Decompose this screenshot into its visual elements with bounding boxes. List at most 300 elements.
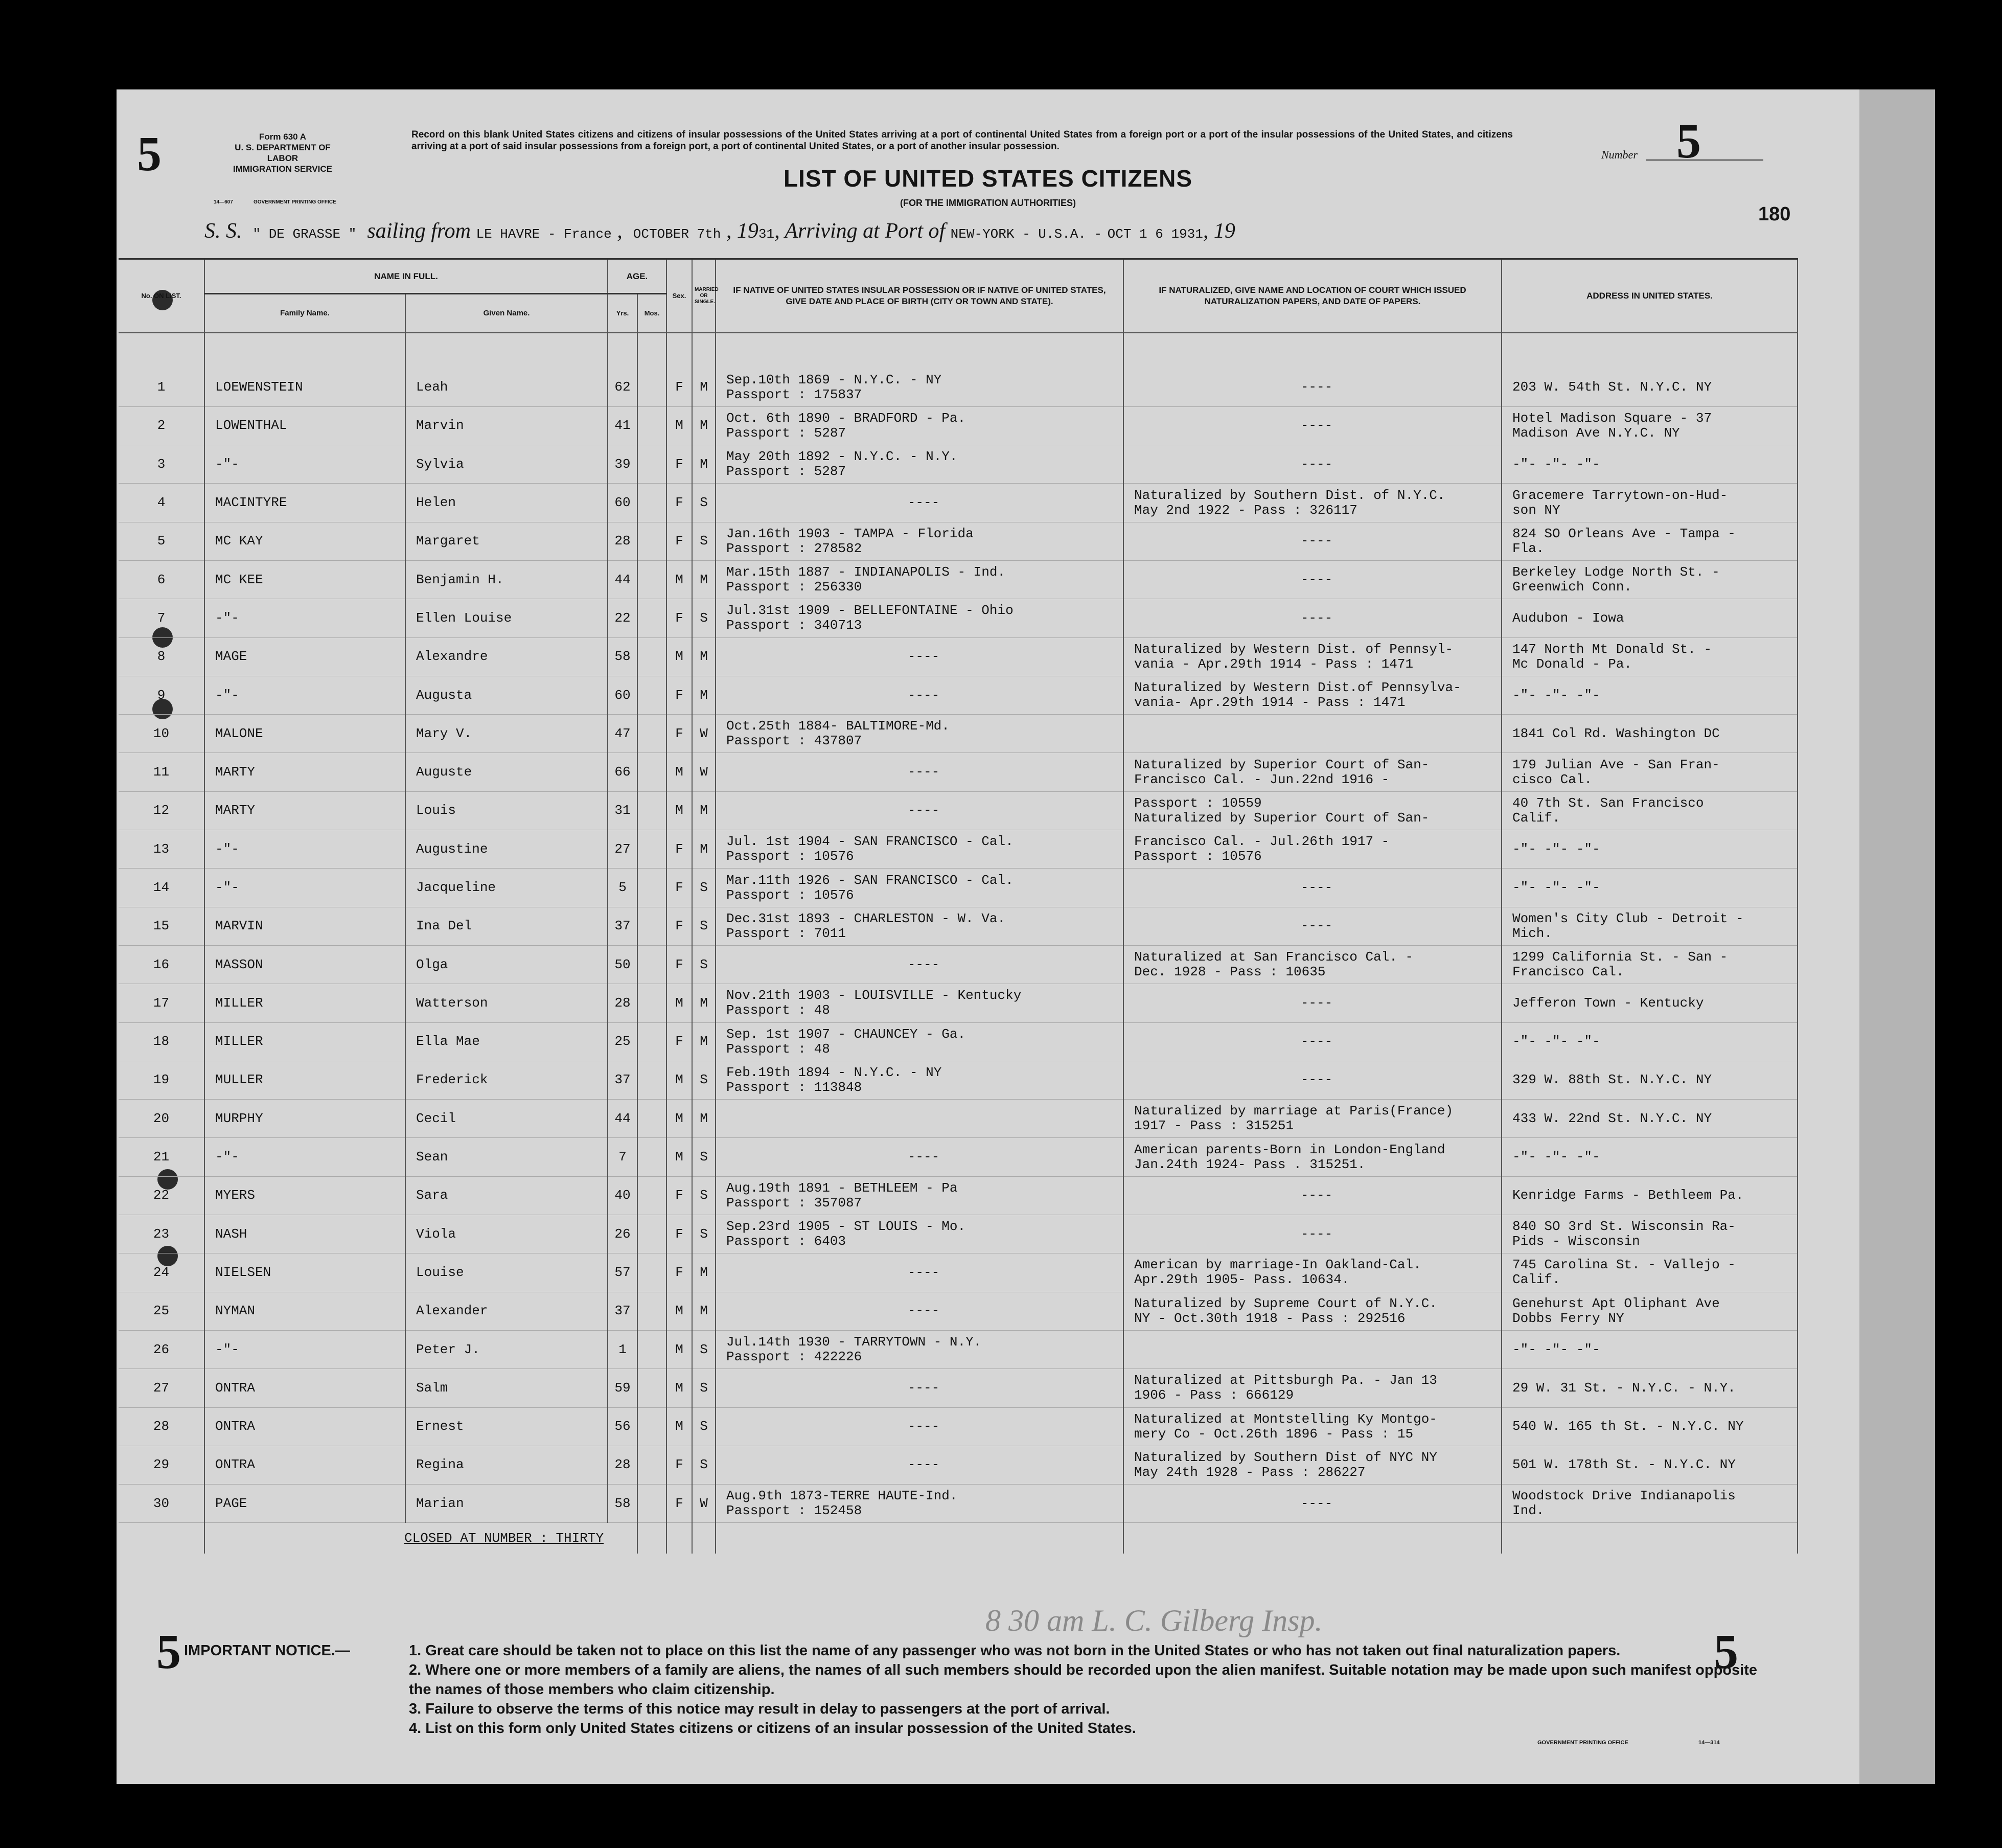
us-address-line: Audubon - Iowa — [1512, 610, 1624, 626]
given-name — [405, 560, 608, 599]
col-birth-header: IF NATIVE OF UNITED STATES INSULAR POSSESSION OR IF NATIVE OF UNITED STATES, GIVE DATE AND PLACE OF BIRTH (CITY OR TOWN AND STATE). — [716, 259, 1123, 333]
age-years-line: 28 — [614, 995, 631, 1011]
naturalization-info-line: Naturalized by marriage at Paris(France) — [1134, 1103, 1454, 1119]
naturalization-info-line: ---- — [1300, 1226, 1333, 1242]
sex-line: F — [675, 956, 683, 972]
age-months — [637, 1253, 666, 1292]
us-address — [1502, 1215, 1798, 1253]
given-name — [405, 1061, 608, 1099]
us-address — [1502, 1022, 1798, 1061]
birth-info — [716, 484, 1123, 522]
row-number-line: 19 — [153, 1072, 170, 1088]
given-name-line: Louis — [416, 803, 456, 818]
binder-hole — [72, 1493, 98, 1519]
us-address-line: 179 Julian Ave - San Fran- — [1512, 757, 1720, 772]
us-address — [1502, 637, 1798, 676]
family-name — [204, 522, 405, 560]
row-number-line: 10 — [153, 725, 170, 741]
sex-line: F — [675, 841, 683, 857]
us-address-line: Ind. — [1512, 1503, 1545, 1519]
birth-info — [716, 1022, 1123, 1061]
us-address-line: Genehurst Apt Oliphant Ave — [1512, 1295, 1720, 1311]
family-name — [204, 907, 405, 945]
row-number — [119, 484, 204, 522]
us-address — [1502, 1253, 1798, 1292]
age-months — [637, 560, 666, 599]
marital-status-line: S — [700, 1380, 708, 1396]
marital-status — [692, 984, 716, 1022]
us-address-line: Jefferon Town - Kentucky — [1512, 995, 1704, 1011]
us-address — [1502, 1407, 1798, 1446]
age-years — [608, 1176, 637, 1215]
sex — [666, 1485, 692, 1523]
table-row — [119, 1446, 1798, 1484]
family-name-line: MC KAY — [215, 533, 263, 549]
birth-info-line: Mar.11th 1926 - SAN FRANCISCO - Cal. — [726, 872, 1014, 888]
birth-info — [716, 984, 1123, 1022]
age-months — [637, 1369, 666, 1407]
marital-status — [692, 599, 716, 637]
table-row — [119, 830, 1798, 869]
birth-info-line: ---- — [907, 1303, 940, 1319]
family-name — [204, 1446, 405, 1484]
given-name-line: Augusta — [416, 687, 472, 703]
age-years-line: 57 — [614, 1264, 631, 1280]
age-months — [637, 369, 666, 407]
table-row — [119, 1215, 1798, 1253]
row-number — [119, 1022, 204, 1061]
naturalization-info-line: Naturalized at Pittsburgh Pa. - Jan 13 — [1134, 1373, 1437, 1388]
marital-status — [692, 1369, 716, 1407]
family-name-line: -"- — [215, 610, 239, 626]
marital-status-line: S — [700, 495, 708, 511]
table-row — [119, 791, 1798, 830]
birth-info-line: ---- — [907, 649, 940, 665]
sex-line: F — [675, 1034, 683, 1050]
age-months — [637, 907, 666, 945]
table-row — [119, 637, 1798, 676]
birth-info — [716, 1100, 1123, 1138]
notice-item: 4. List on this form only United States citizens or citizens of an insular possession of the United States. — [409, 1720, 1136, 1737]
us-address — [1502, 599, 1798, 637]
given-name-line: Jacqueline — [416, 880, 496, 895]
row-number — [119, 1446, 204, 1484]
age-years — [608, 560, 637, 599]
marital-status — [692, 869, 716, 907]
age-months — [637, 676, 666, 714]
sex-line: M — [675, 1149, 683, 1165]
naturalization-info-line: American parents-Born in London-England — [1134, 1142, 1445, 1157]
marital-status — [692, 1407, 716, 1446]
table-row — [119, 1176, 1798, 1215]
family-name — [204, 753, 405, 791]
birth-info — [716, 753, 1123, 791]
naturalization-info — [1123, 1330, 1502, 1368]
marital-status-line: S — [700, 956, 708, 972]
family-name-line: MILLER — [215, 995, 263, 1011]
given-name — [405, 1485, 608, 1523]
us-address — [1502, 1446, 1798, 1484]
row-number — [119, 1292, 204, 1330]
age-years — [608, 1022, 637, 1061]
birth-info — [716, 1446, 1123, 1484]
us-address-line: Hotel Madison Square - 37 — [1512, 410, 1712, 426]
row-number-line: 3 — [157, 456, 166, 472]
naturalization-info — [1123, 599, 1502, 637]
birth-info-line: ---- — [907, 956, 940, 972]
birth-info — [716, 1369, 1123, 1407]
naturalization-info-line: Naturalized by Southern Dist. of N.Y.C. — [1134, 487, 1445, 503]
family-name — [204, 715, 405, 753]
sex — [666, 445, 692, 484]
row-number-line: 23 — [153, 1226, 170, 1242]
us-address-line: Francisco Cal. — [1512, 964, 1624, 980]
family-name — [204, 560, 405, 599]
marital-status — [692, 1485, 716, 1523]
marital-status-line: M — [700, 572, 708, 587]
birth-info-line: Sep.10th 1869 - N.Y.C. - NY — [726, 372, 942, 387]
us-address — [1502, 830, 1798, 869]
record-instruction: Record on this blank United States citizens and citizens of insular possessions of the United States arriving at a port of continental United States from a foreign port or a port of the insular possessions of the United States, and citizens arriving at a port of said insular possessions from a foreign port, a port of continental United States, or a port of another insular possession. — [411, 129, 1513, 152]
marital-status — [692, 1215, 716, 1253]
given-name — [405, 753, 608, 791]
binder-hole — [72, 291, 98, 318]
inspector-signature — [980, 1585, 1323, 1641]
binder-hole — [72, 854, 98, 880]
birth-info — [716, 445, 1123, 484]
birth-info-line: Oct. 6th 1890 - BRADFORD - Pa. — [726, 410, 966, 426]
us-address-line: -"- -"- -"- — [1512, 1034, 1600, 1050]
given-name — [405, 369, 608, 407]
us-address-line: Greenwich Conn. — [1512, 579, 1632, 595]
us-address-line: 1299 California St. - San - — [1512, 949, 1728, 965]
row-number-line: 28 — [153, 1419, 170, 1434]
family-name — [204, 1292, 405, 1330]
us-address-line: Fla. — [1512, 540, 1545, 556]
arriving-label: , Arriving at Port of — [774, 219, 946, 243]
sex — [666, 753, 692, 791]
us-address — [1502, 945, 1798, 984]
row-number-line: 24 — [153, 1264, 170, 1280]
naturalization-info-line: Naturalized by Superior Court of San- — [1134, 810, 1430, 826]
sex — [666, 637, 692, 676]
table-row — [119, 406, 1798, 445]
year-suffix: 31 — [758, 226, 775, 242]
marital-status — [692, 1292, 716, 1330]
given-name — [405, 522, 608, 560]
sex-line: F — [675, 1495, 683, 1511]
birth-info-line: May 20th 1892 - N.Y.C. - N.Y. — [726, 449, 958, 465]
marital-status — [692, 406, 716, 445]
birth-info-line: Jul. 1st 1904 - SAN FRANCISCO - Cal. — [726, 834, 1014, 850]
sex-line: F — [675, 610, 683, 626]
age-years — [608, 484, 637, 522]
age-years — [608, 945, 637, 984]
sex — [666, 406, 692, 445]
us-address-line: -"- -"- -"- — [1512, 841, 1600, 857]
row-number-line: 29 — [153, 1457, 170, 1473]
given-name — [405, 715, 608, 753]
row-number-line: 6 — [157, 572, 166, 587]
marital-status-line: S — [700, 918, 708, 934]
family-name-line: NYMAN — [215, 1303, 256, 1319]
sex — [666, 869, 692, 907]
family-name — [204, 1176, 405, 1215]
given-name-line: Sara — [416, 1188, 448, 1203]
birth-info-line: ---- — [907, 1149, 940, 1165]
naturalization-info — [1123, 1215, 1502, 1253]
year-prefix: 19 — [737, 219, 758, 243]
notice-item: 3. Failure to observe the terms of this notice may result in delay to passengers at the port of arrival. — [409, 1701, 1110, 1717]
col-yrs-header: Yrs. — [608, 294, 637, 333]
marital-status — [692, 522, 716, 560]
given-name — [405, 637, 608, 676]
family-name-line: LOWENTHAL — [215, 418, 287, 434]
birth-info-line: Sep.23rd 1905 - ST LOUIS - Mo. — [726, 1219, 966, 1235]
birth-info — [716, 1407, 1123, 1446]
given-name-line: Alexander — [416, 1303, 488, 1319]
sex-line: F — [675, 1226, 683, 1242]
family-name-line: MARTY — [215, 803, 256, 818]
family-name — [204, 1215, 405, 1253]
given-name-line: Sylvia — [416, 456, 464, 472]
age-years — [608, 445, 637, 484]
table-row — [119, 560, 1798, 599]
age-months — [637, 984, 666, 1022]
col-family-header: Family Name. — [204, 294, 405, 333]
family-name-line: ONTRA — [215, 1457, 256, 1473]
age-months — [637, 637, 666, 676]
birth-info-line: ---- — [907, 687, 940, 703]
given-name — [405, 1446, 608, 1484]
given-name-line: Mary V. — [416, 725, 472, 741]
naturalization-info — [1123, 484, 1502, 522]
given-name — [405, 907, 608, 945]
birth-info — [716, 945, 1123, 984]
age-years — [608, 599, 637, 637]
row-number — [119, 1253, 204, 1292]
given-name-line: Margaret — [416, 533, 480, 549]
birth-info-line: ---- — [907, 495, 940, 511]
row-number — [119, 1215, 204, 1253]
naturalization-info — [1123, 791, 1502, 830]
family-name — [204, 676, 405, 714]
age-years — [608, 1215, 637, 1253]
age-years-line: 58 — [614, 1495, 631, 1511]
naturalization-info — [1123, 715, 1502, 753]
page-title: LIST OF UNITED STATES CITIZENS — [783, 165, 1193, 192]
us-address — [1502, 715, 1798, 753]
us-address-line: -"- -"- -"- — [1512, 1341, 1600, 1357]
family-name — [204, 637, 405, 676]
us-address-line: 840 SO 3rd St. Wisconsin Ra- — [1512, 1219, 1736, 1235]
birth-info-line: Passport : 256330 — [726, 579, 862, 595]
binder-hole — [72, 1160, 98, 1187]
birth-info-line: Oct.25th 1884- BALTIMORE-Md. — [726, 718, 950, 734]
naturalization-info-line: American by marriage-In Oakland-Cal. — [1134, 1257, 1421, 1273]
age-months — [637, 830, 666, 869]
age-years-line: 40 — [614, 1188, 631, 1203]
row-number — [119, 676, 204, 714]
marital-status-line: S — [700, 1188, 708, 1203]
birth-info — [716, 1176, 1123, 1215]
birth-info — [716, 637, 1123, 676]
family-name-line: ONTRA — [215, 1419, 256, 1434]
family-name-line: MILLER — [215, 1034, 263, 1050]
row-number — [119, 1176, 204, 1215]
document-sheet — [117, 89, 1859, 1784]
row-number — [119, 791, 204, 830]
row-number-line: 2 — [157, 418, 166, 434]
departure-date: OCTOBER 7th — [633, 226, 721, 242]
sex-line: M — [675, 1072, 683, 1088]
sex-line: M — [675, 764, 683, 780]
birth-info — [716, 830, 1123, 869]
marital-status-line: M — [700, 418, 708, 434]
given-name-line: Cecil — [416, 1110, 456, 1126]
age-years-line: 26 — [614, 1226, 631, 1242]
age-months — [637, 1061, 666, 1099]
table-row — [119, 907, 1798, 945]
us-address — [1502, 560, 1798, 599]
sex — [666, 984, 692, 1022]
age-months — [637, 406, 666, 445]
table-row — [119, 1407, 1798, 1446]
row-number — [119, 830, 204, 869]
naturalization-info-line: Passport : 10559 — [1134, 795, 1262, 811]
age-years-line: 60 — [614, 687, 631, 703]
number-label: Number — [1601, 148, 1638, 161]
marital-status-line: M — [700, 803, 708, 818]
birth-info-line: Passport : 437807 — [726, 733, 862, 749]
marital-status — [692, 1253, 716, 1292]
age-years-line: 44 — [614, 572, 631, 587]
table-row — [119, 445, 1798, 484]
sex-line: F — [675, 725, 683, 741]
age-years — [608, 791, 637, 830]
us-address-line: 824 SO Orleans Ave - Tampa - — [1512, 526, 1736, 541]
us-address-line: Kenridge Farms - Bethleem Pa. — [1512, 1188, 1744, 1203]
marital-status-line: S — [700, 1072, 708, 1088]
naturalization-info — [1123, 1022, 1502, 1061]
us-address-line: Calif. — [1512, 810, 1560, 826]
given-name — [405, 676, 608, 714]
family-name — [204, 1330, 405, 1368]
us-address — [1502, 1330, 1798, 1368]
sex — [666, 1022, 692, 1061]
given-name — [405, 791, 608, 830]
passenger-rows — [119, 369, 1798, 1523]
row-number-line: 16 — [153, 956, 170, 972]
number-line — [1646, 159, 1763, 161]
sex-line: M — [675, 1380, 683, 1396]
birth-info-line: ---- — [907, 1264, 940, 1280]
age-months — [637, 869, 666, 907]
naturalization-info — [1123, 637, 1502, 676]
naturalization-info — [1123, 1253, 1502, 1292]
us-address-line: 147 North Mt Donald St. - — [1512, 641, 1712, 657]
naturalization-info-line: ---- — [1300, 1188, 1333, 1203]
sex-line: M — [675, 995, 683, 1011]
given-name — [405, 406, 608, 445]
naturalization-info-line: Naturalized at Montstelling Ky Montgo- — [1134, 1411, 1437, 1427]
marital-status-line: M — [700, 649, 708, 665]
naturalization-info-line: vania - Apr.29th 1914 - Pass : 1471 — [1134, 656, 1414, 672]
us-address-line: Madison Ave N.Y.C. NY — [1512, 425, 1680, 441]
age-years — [608, 753, 637, 791]
naturalization-info-line: ---- — [1300, 379, 1333, 395]
row-number — [119, 522, 204, 560]
row-number-line: 13 — [153, 841, 170, 857]
birth-info-line: Feb.19th 1894 - N.Y.C. - NY — [726, 1064, 942, 1080]
marital-status — [692, 637, 716, 676]
row-number-line: 15 — [153, 918, 170, 934]
naturalization-info — [1123, 1061, 1502, 1099]
birth-info-line: Passport : 175837 — [726, 386, 862, 402]
row-number-line: 12 — [153, 803, 170, 818]
age-years-line: 7 — [618, 1149, 627, 1165]
row-number — [119, 1138, 204, 1176]
given-name-line: Benjamin H. — [416, 572, 504, 587]
number-value: 5 — [1676, 113, 1701, 168]
age-months — [637, 715, 666, 753]
row-number — [119, 945, 204, 984]
arrival-port: NEW-YORK - U.S.A. - — [950, 226, 1102, 242]
age-years — [608, 1061, 637, 1099]
us-address-line: 329 W. 88th St. N.Y.C. NY — [1512, 1072, 1712, 1088]
us-address — [1502, 753, 1798, 791]
sex — [666, 830, 692, 869]
age-years — [608, 1485, 637, 1523]
age-years-line: 58 — [614, 649, 631, 665]
sex-line: M — [675, 1303, 683, 1319]
family-name-line: LOEWENSTEIN — [215, 379, 303, 395]
family-name — [204, 599, 405, 637]
sex — [666, 715, 692, 753]
birth-info-line: Passport : 6403 — [726, 1234, 846, 1249]
naturalization-info-line: ---- — [1300, 572, 1333, 587]
sex-line: M — [675, 1419, 683, 1434]
naturalization-info-line: Naturalized by Southern Dist of NYC NY — [1134, 1449, 1437, 1465]
family-name-line: PAGE — [215, 1495, 247, 1511]
age-years — [608, 1100, 637, 1138]
us-address — [1502, 1061, 1798, 1099]
given-name — [405, 1215, 608, 1253]
age-years-line: 44 — [614, 1110, 631, 1126]
sex-line: F — [675, 456, 683, 472]
naturalization-info — [1123, 1100, 1502, 1138]
table-row — [119, 599, 1798, 637]
sex — [666, 676, 692, 714]
age-years — [608, 715, 637, 753]
birth-info-line: Passport : 340713 — [726, 618, 862, 633]
birth-info — [716, 791, 1123, 830]
col-no-header: No. ON LIST. — [119, 259, 204, 333]
given-name — [405, 1330, 608, 1368]
family-name-line: -"- — [215, 1149, 239, 1165]
family-name-line: MARTY — [215, 764, 256, 780]
sex — [666, 1215, 692, 1253]
voyage-line: S. S. " DE GRASSE " sailing from LE HAVRE - France , OCTOBER 7th , 1931, Arriving at Port of NEW-YORK - U.S.A. - OCT 1 6 1931, 19 — [204, 219, 1235, 243]
row-number — [119, 1407, 204, 1446]
given-name — [405, 1100, 608, 1138]
birth-info-line: Passport : 278582 — [726, 540, 862, 556]
age-years-line: 1 — [618, 1341, 627, 1357]
marital-status-line: S — [700, 1419, 708, 1434]
sex — [666, 522, 692, 560]
row-number — [119, 599, 204, 637]
sex — [666, 945, 692, 984]
